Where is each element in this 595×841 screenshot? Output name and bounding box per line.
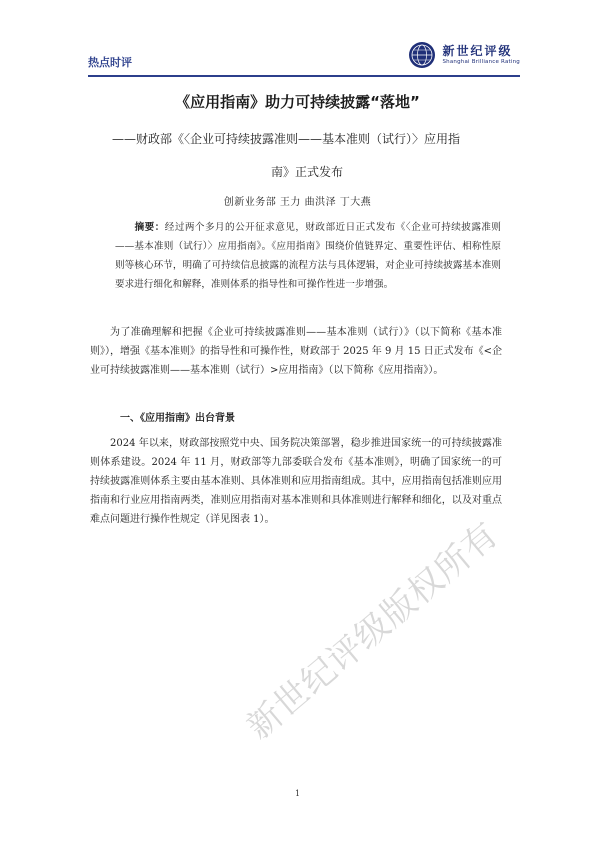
page-number: 1 [294,789,301,798]
header-divider [88,75,520,77]
section-heading: 一、《应用指南》出台背景 [120,413,235,424]
abstract-text: 经过两个多月的公开征求意见，财政部近日正式发布《〈企业可持续披露准则——基本准则（试行）〉应用指南》。《应用指南》围绕价值链界定、重要性评估、相称性原则等核心环节，明确了可持续信息披露的流程方法与具体逻辑，对企业可持续披露基本准则要求进行细化和解释，准则体系的指导性和可操作性进一步增强。 [115,222,502,290]
page-header [88,36,520,76]
subtitle-line-2: 南》正式发布 [270,165,343,179]
section-tag: 热点时评 [88,56,132,69]
brand-name-cn: 新世纪评级 [442,44,513,58]
brand-logo-icon [408,41,436,69]
paragraph-intro: 为了准确理解和把握《企业可持续披露准则——基本准则（试行）》（以下简称《基本准则》），增强《基本准则》的指导性和可操作性，财政部于 2025 年 9 月 15 日正式发布《<企业可持续披露准则——基本准则（试行）>应用指南》（以下简称《应用指南》）。 [90,327,502,376]
authors: 创新业务部 王力 曲洪泽 丁大燕 [223,197,372,208]
article-title: 《应用指南》助力可持续披露“落地” [175,93,420,111]
brand-name-en: Shanghai Brilliance Rating [442,59,520,65]
article-subtitle [112,123,502,189]
abstract-label: 摘要： [134,222,165,233]
watermark: 新世纪评级版权所有 [239,514,507,748]
paragraph-background: 2024 年以来，财政部按照党中央、国务院决策部署，稳步推进国家统一的可持续披露准则体系建设。2024 年 11 月，财政部等九部委联合发布《基本准则》，明确了国家统一的可持续披露准则体系主要由基本准则、具体准则和应用指南组成。其中，应用指南包括准则应用指南和行业应用指南两类，准则应用指南对基本准则和具体准则进行解释和细化，以及对重点难点问题进行操作性规定（详见图表 1）。 [90,438,502,525]
abstract [115,218,501,294]
subtitle-line-1: ——财政部《〈企业可持续披露准则——基本准则（试行）〉应用指 [112,132,461,146]
brand [408,38,520,72]
